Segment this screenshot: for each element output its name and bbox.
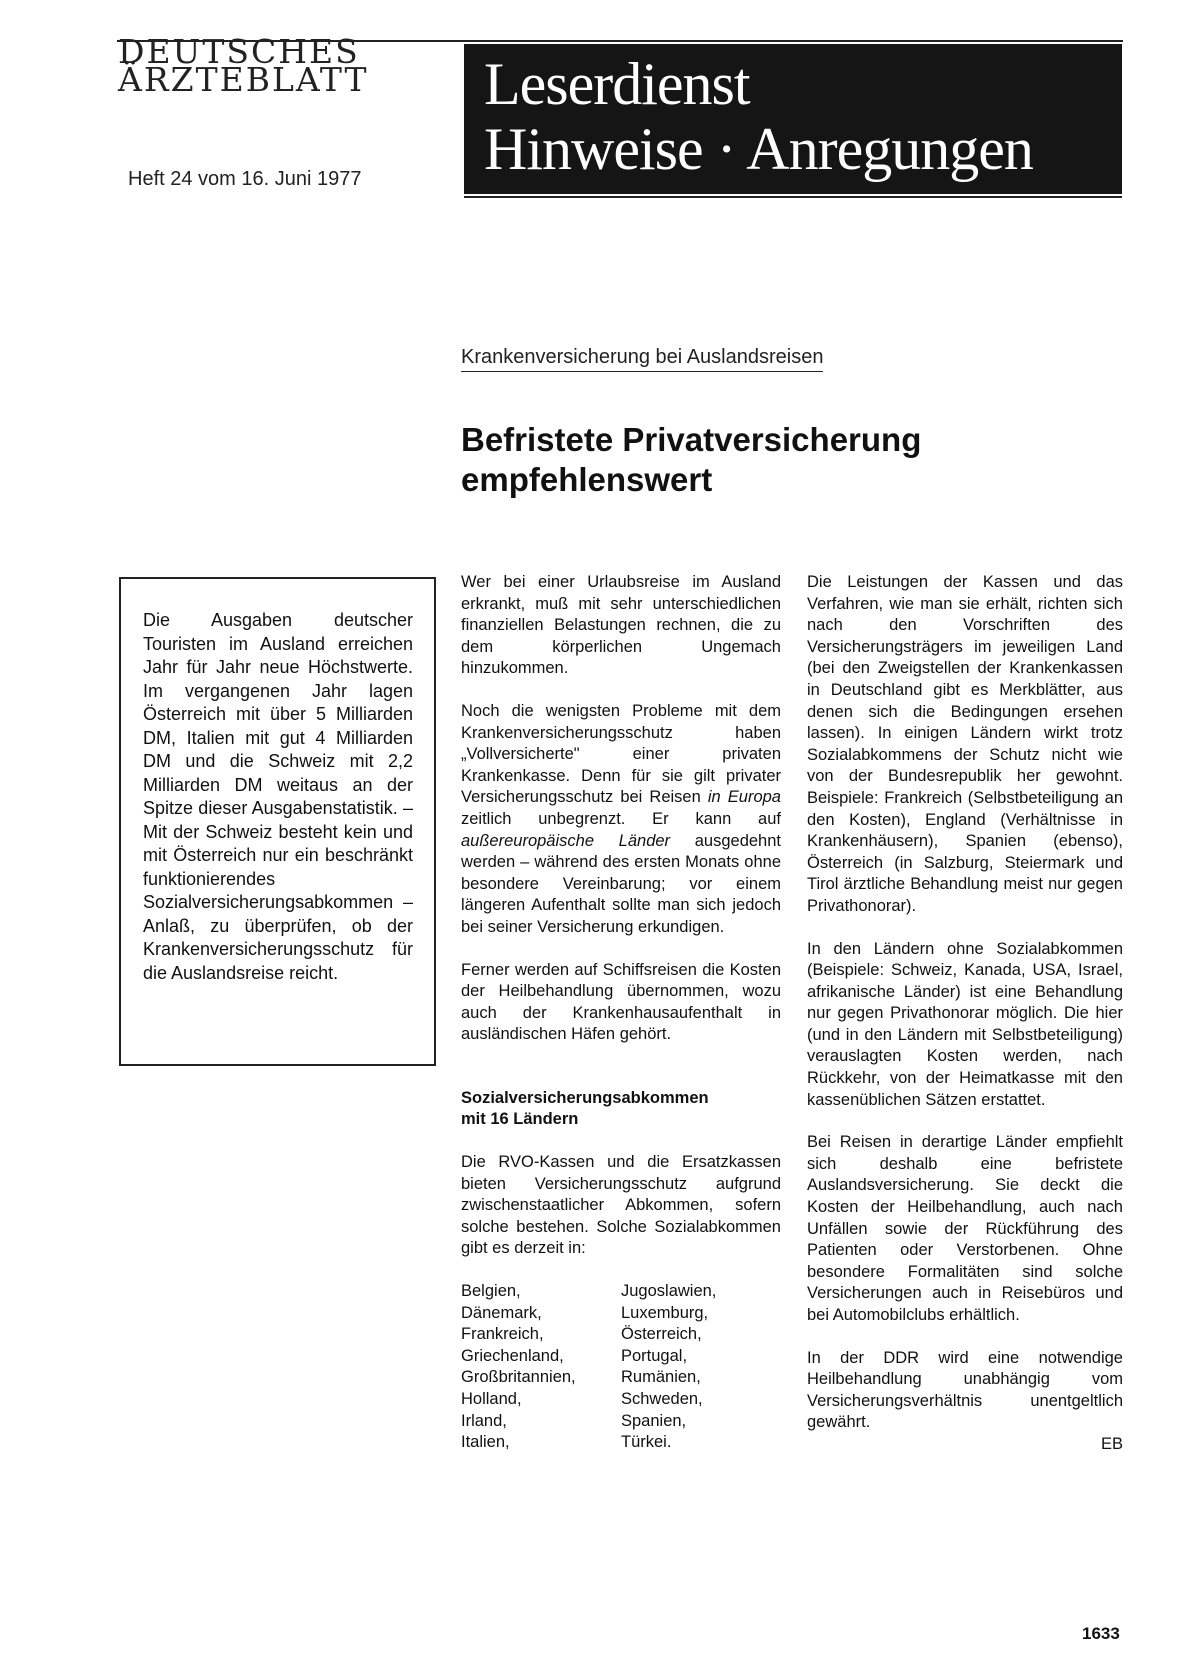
emphasis: in Europa: [707, 788, 781, 807]
country-item: Schweden,: [621, 1390, 703, 1408]
masthead-bottom-rule: [464, 196, 1122, 198]
section-subheading-line2: mit 16 Ländern: [461, 1110, 579, 1129]
signature-line: [807, 1434, 1123, 1456]
country-item: Luxemburg,: [621, 1303, 709, 1322]
publication-name: [118, 32, 369, 99]
emphasis: außereuropäische Länder: [461, 831, 671, 850]
paragraph: Ferner werden auf Schiffsreisen die Kosten der Heilbehandlung übernommen, wozu auch der Krankenhausaufenthalt in ausländischen Häfen gehört.: [461, 960, 781, 1044]
article-title-line1: Befristete Privatversicherung: [461, 421, 922, 458]
paragraph: Die Leistungen der Kassen und das Verfahren, wie man sie erhält, richten sich nach den Vorschriften des Versicherungsträgers im jeweiligen Land (bei den Zweigstellen der Krankenkassen in Deutschland gibt es Merkblätter, aus denen sich die Bedingungen ersehen lassen). In einigen Ländern wirkt trotz Sozialabkommens der Schutz nicht wie von der Bundesrepublik her gewohnt. Beispiele: Frankreich (Selbstbeteiligung an den Kosten), England (Verhältnisse in Krankenhäusern), Spanien (ebenso), Österreich (in Salzburg, Steiermark und Tirol ärztliche Behandlung meist nur gegen Privathonorar).: [807, 573, 1123, 915]
paragraph: Bei Reisen in derartige Länder empfiehlt sich deshalb eine befristete Auslandsversicherung. Sie deckt die Kosten der Heilbehandlung, auch nach Unfällen sowie der Rückführung des Patienten oder Verstorbenen. Ohne besondere Formalitäten sind solche Versicherungen auch in Reisebüros und bei Automobilclubs erhältlich.: [807, 1133, 1123, 1324]
paragraph: [461, 701, 781, 939]
country-item: Großbritannien,: [461, 1368, 576, 1387]
section-banner: [464, 44, 1122, 194]
section-banner-line2: Hinweise · Anregungen: [484, 116, 1033, 182]
country-item: Türkei.: [621, 1433, 672, 1452]
country-list-right: [621, 1281, 781, 1454]
country-item: Irland,: [461, 1411, 507, 1430]
page-number: 1633: [1082, 1624, 1120, 1643]
issue-date: Heft 24 vom 16. Juni 1977: [128, 168, 362, 190]
summary-text: Die Ausgaben deutscher Touristen im Ausland erreichen Jahr für Jahr neue Höchstwerte. Im vergangenen Jahr lagen Österreich mit über 5 Milliarden DM, Italien mit gut 4 Milliarden DM und die Schweiz mit 2,2 Milliarden DM weitaus an der Spitze dieser Ausgabenstatistik. – Mit der Schweiz besteht kein und mit Österreich nur ein beschränkt funktionierendes Sozialversicherungsabkommen – Anlaß, zu überprüfen, ob der Krankenversicherungsschutz für die Auslandsreise reicht.: [143, 610, 413, 983]
author-signature: EB: [1100, 1434, 1123, 1453]
country-list-left: [461, 1281, 621, 1454]
section-banner-line1: Leserdienst: [484, 51, 750, 117]
paragraph: Wer bei einer Urlaubsreise im Ausland erkrankt, muß mit sehr unterschiedlichen finanziellen Belastungen rechnen, die zu dem körperlichen Ungemach hinzukommen.: [461, 573, 781, 678]
paragraph: In der DDR wird eine notwendige Heilbehandlung unabhängig vom Versicherungsverhältnis unentgeltlich gewährt.: [807, 1348, 1123, 1432]
article-kicker: Krankenversicherung bei Auslandsreisen: [461, 346, 823, 372]
country-list: [461, 1281, 781, 1454]
summary-box: [119, 577, 436, 1066]
article-column-right: [807, 572, 1123, 1456]
country-item: Holland,: [461, 1390, 522, 1408]
country-item: Portugal,: [621, 1346, 688, 1365]
country-item: Spanien,: [621, 1411, 687, 1430]
country-item: Rumänien,: [621, 1368, 701, 1387]
country-item: Österreich,: [621, 1325, 702, 1344]
paragraph-text: ausgedehnt werden – während des ersten Monats ohne besondere Vereinbarung; vor einem längeren Aufenthalt sollte man sich jedoch bei seiner Versicherung erkundigen.: [461, 831, 781, 936]
country-item: Belgien,: [461, 1282, 521, 1301]
country-item: Dänemark,: [461, 1303, 542, 1322]
paragraph-text: zeitlich unbegrenzt. Er kann auf: [461, 809, 781, 828]
article-title: [461, 420, 1101, 500]
country-item: Jugoslawien,: [621, 1282, 717, 1301]
publication-name-line2: ÄRZTEBLATT: [118, 60, 369, 99]
country-item: Frankreich,: [461, 1325, 544, 1344]
country-item: Griechenland,: [461, 1346, 564, 1365]
paragraph: Die RVO-Kassen und die Ersatzkassen bieten Versicherungsschutz aufgrund zwischenstaatlicher Abkommen, sofern solche bestehen. Solche Sozialabkommen gibt es derzeit in:: [461, 1153, 781, 1258]
section-subheading: [461, 1088, 781, 1131]
article-title-line2: empfehlenswert: [461, 461, 713, 498]
paragraph-text: Noch die wenigsten Probleme mit dem Krankenversicherungsschutz haben „Vollversicherte" einer privaten Krankenkasse. Denn für sie gilt privater Versicherungsschutz bei Reisen: [461, 701, 781, 807]
country-item: Italien,: [461, 1433, 510, 1452]
article-column-middle: [461, 572, 781, 1454]
section-subheading-line1: Sozialversicherungsabkommen: [461, 1088, 709, 1107]
paragraph: In den Ländern ohne Sozialabkommen (Beispiele: Schweiz, Kanada, USA, Israel, afrikanische Länder) ist eine Behandlung nur gegen Privathonorar möglich. Die hier (und in den Ländern mit Selbstbeteiligung) verauslagten Kosten werden, nach Rückkehr, von der Heimatkasse mit den kassenüblichen Sätzen erstattet.: [807, 939, 1123, 1109]
publication-name-line1: DEUTSCHES: [118, 32, 360, 71]
